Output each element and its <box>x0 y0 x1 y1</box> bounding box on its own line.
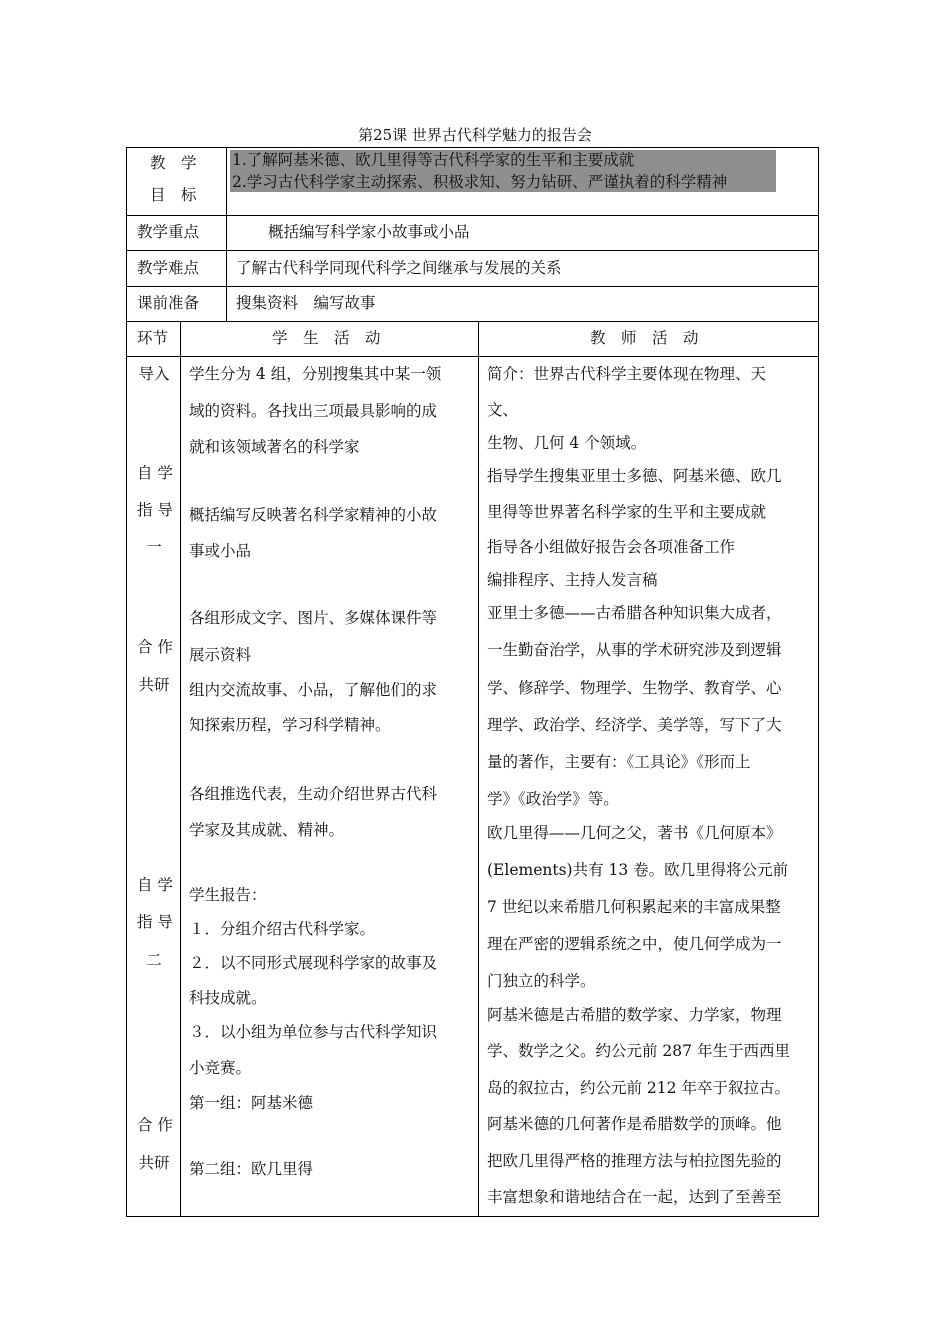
teacher-line: 一生勤奋治学，从事的学术研究涉及到逻辑 <box>487 641 782 659</box>
stage-cooperate-2b: 共研 <box>138 1154 170 1172</box>
teacher-line: 门独立的科学。 <box>487 972 596 990</box>
teacher-line: 阿基米德是古希腊的数学家、力学家，物理 <box>487 1006 782 1024</box>
header-teacher: 教 师 活 动 <box>590 329 699 347</box>
student-line: ３．以小组为单位参与古代科学知识 <box>189 1023 438 1041</box>
student-line: 组内交流故事、小品，了解他们的求 <box>189 681 438 699</box>
student-line: ２．以不同形式展现科学家的故事及 <box>189 954 438 972</box>
student-line: 概括编写反映著名科学家精神的小故 <box>189 506 438 524</box>
teacher-line: 7 世纪以来希腊几何积累起来的丰富成果整 <box>487 898 781 916</box>
teacher-line: 把欧几里得严格的推理方法与柏拉图先验的 <box>487 1152 782 1170</box>
student-line: 事或小品 <box>189 542 252 560</box>
header-student: 学 生 活 动 <box>272 329 381 347</box>
teacher-line: 生物、几何 4 个领域。 <box>487 434 647 452</box>
header-stage: 环节 <box>137 329 169 347</box>
teacher-line: 理在严密的逻辑系统之中，使几何学成为一 <box>487 935 782 953</box>
stage-self-study-1b: 指 导 <box>137 501 173 519</box>
preparation-label: 课前准备 <box>137 294 200 312</box>
goals-label: 教 学 <box>150 154 197 172</box>
teacher-line: 学》《政治学》等。 <box>487 790 619 808</box>
student-line: 各组形成文字、图片、多媒体课件等 <box>189 609 438 627</box>
teacher-line: 简介：世界古代科学主要体现在物理、天 <box>487 365 767 383</box>
stage-intro: 导入 <box>138 365 170 383</box>
stage-self-study-2c: 二 <box>146 951 162 969</box>
teacher-line: 里得等世界著名科学家的生平和主要成就 <box>487 503 767 521</box>
goal-item-1: 1.了解阿基米德、欧几里得等古代科学家的生平和主要成就 <box>232 151 635 169</box>
preparation-value: 搜集资料 编写故事 <box>236 294 376 312</box>
student-line: 小竞赛。 <box>189 1059 252 1077</box>
teacher-line: 岛的叙拉古，约公元前 212 年卒于叙拉古。 <box>487 1079 790 1097</box>
stage-self-study-2: 自 学 <box>137 876 173 894</box>
student-line: 各组推选代表，生动介绍世界古代科 <box>189 785 438 803</box>
teacher-line: 理学、政治学、经济学、美学等，写下了大 <box>487 716 782 734</box>
student-line: 知探索历程，学习科学精神。 <box>189 716 391 734</box>
student-line: 就和该领域著名的科学家 <box>189 438 360 456</box>
key-point-label: 教学重点 <box>137 223 200 241</box>
teacher-line: 欧几里得——几何之父，著书《几何原本》 <box>487 824 782 842</box>
teacher-line: 指导学生搜集亚里士多德、阿基米德、欧几 <box>487 467 782 485</box>
student-line: 展示资料 <box>189 646 252 664</box>
difficulty-value: 了解古代科学同现代科学之间继承与发展的关系 <box>236 259 562 277</box>
student-line: 第二组：欧几里得 <box>189 1160 314 1178</box>
teacher-line: 阿基米德的几何著作是希腊数学的顶峰。他 <box>487 1115 782 1133</box>
stage-self-study-1: 自 学 <box>137 464 173 482</box>
teacher-line: 学、修辞学、物理学、生物学、教育学、心 <box>487 679 782 697</box>
stage-cooperate-1: 合 作 <box>137 638 173 656</box>
stage-self-study-2b: 指 导 <box>137 913 173 931</box>
teacher-line: 亚里士多德——古希腊各种知识集大成者， <box>487 604 782 622</box>
student-line: １．分组介绍古代科学家。 <box>189 920 376 938</box>
page-title: 第25课 世界古代科学魅力的报告会 <box>358 126 592 144</box>
teacher-line: 指导各小组做好报告会各项准备工作 <box>487 538 736 556</box>
student-line: 域的资料。各找出三项最具影响的成 <box>189 402 438 420</box>
teacher-line: 丰富想象和谐地结合在一起，达到了至善至 <box>487 1188 782 1206</box>
key-point-value: 概括编写科学家小故事或小品 <box>268 223 470 241</box>
student-line: 科技成就。 <box>189 989 267 1007</box>
difficulty-label: 教学难点 <box>137 259 200 277</box>
teacher-line: 文、 <box>487 401 519 419</box>
goal-item-2: 2.学习古代科学家主动探索、积极求知、努力钻研、严谨执着的科学精神 <box>232 173 728 191</box>
student-line: 学家及其成就、精神。 <box>189 821 345 839</box>
student-line: 第一组：阿基米德 <box>189 1094 314 1112</box>
teacher-line: 编排程序、主持人发言稿 <box>487 571 658 589</box>
teacher-line: 学、数学之父。约公元前 287 年生于西西里 <box>487 1042 790 1060</box>
student-line: 学生报告： <box>189 886 267 904</box>
student-line: 学生分为 4 组，分别搜集其中某一领 <box>189 365 442 383</box>
teacher-line: 量的著作，主要有：《工具论》《形而上 <box>487 753 751 771</box>
stage-cooperate-2: 合 作 <box>137 1116 173 1134</box>
stage-cooperate-1b: 共研 <box>138 676 170 694</box>
stage-self-study-1c: 一 <box>146 538 162 556</box>
teacher-line: (Elements)共有 13 卷。欧几里得将公元前 <box>487 861 789 879</box>
goals-label-2: 目 标 <box>150 186 197 204</box>
